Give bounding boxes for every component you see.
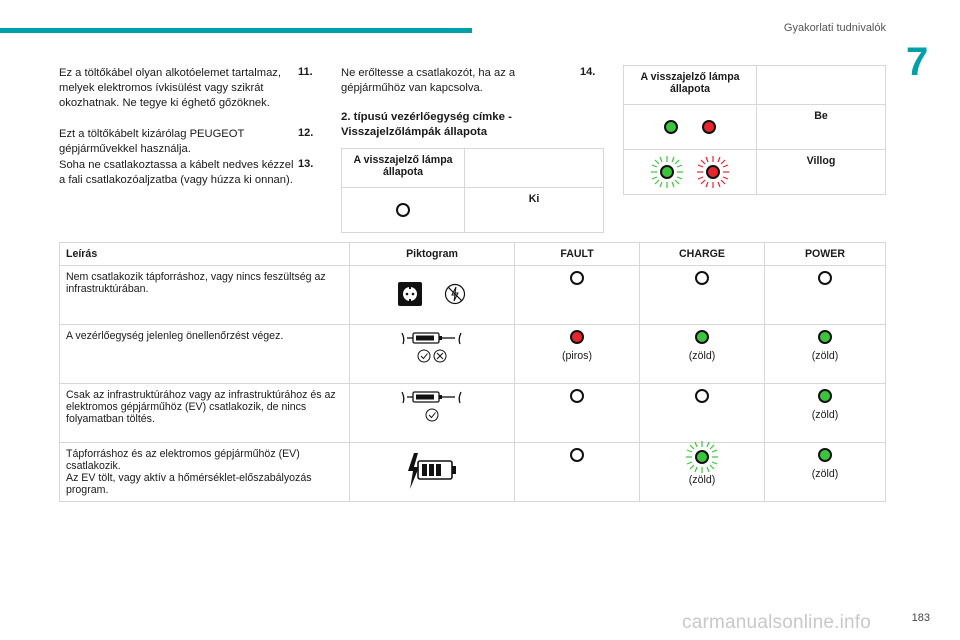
col-pictogram: Piktogram xyxy=(350,243,515,266)
lamp-off-icon xyxy=(396,203,410,217)
self-test-pictogram-icon xyxy=(401,330,463,367)
lamp-state-header: A visszajelző lámpa állapota xyxy=(342,149,465,188)
pictogram-cell xyxy=(350,384,515,443)
charge-caption: (zöld) xyxy=(688,474,716,486)
paragraph-number-14: 14. xyxy=(580,66,596,78)
lamp-state-table-off xyxy=(341,148,604,233)
lamp-state-off-label: Ki xyxy=(465,188,604,233)
red-blinking-lamp-icon xyxy=(696,155,730,189)
col-fault: FAULT xyxy=(515,243,640,266)
lamp-state-header-empty xyxy=(465,149,604,188)
fault-cell xyxy=(515,443,640,502)
charge-lamp-blinking-icon xyxy=(685,440,719,474)
right-lamp-state-header: A visszajelző lámpa állapota xyxy=(624,66,757,105)
pictogram-cell xyxy=(350,266,515,325)
status-table xyxy=(59,242,886,502)
power-lamp-green-icon xyxy=(818,389,832,403)
table-row xyxy=(60,266,886,325)
paragraph-14: Ne erőltesse a csatlakozót, ha az a gépjárműhöz van kapcsolva. xyxy=(341,67,516,95)
row-description: Tápforráshoz és az elektromos gépjárműhöz (EV) csatlakozik. Az EV tölt, vagy aktív a hőmérséklet-előszabályozás program. xyxy=(60,443,350,502)
fault-lamp-off-icon xyxy=(570,448,584,462)
fault-cell xyxy=(515,266,640,325)
paragraph-13: Soha ne csatlakoztassa a kábelt nedves kézzel a fali csatlakozóaljzatba (vagy húzza ki onnan). xyxy=(59,159,294,187)
table-row xyxy=(60,443,886,502)
page-number: 183 xyxy=(911,612,930,624)
charge-cell xyxy=(640,384,765,443)
charge-cell xyxy=(640,266,765,325)
charge-lamp-green-icon xyxy=(695,330,709,344)
power-cell xyxy=(765,443,886,502)
green-lamp-icon xyxy=(664,120,678,134)
fault-cell xyxy=(515,384,640,443)
chapter-number: 7 xyxy=(906,40,929,84)
paragraph-12: Ezt a töltőkábelt kizárólag PEUGEOT gépjárművekkel használja. xyxy=(59,128,245,156)
pictogram-cell xyxy=(350,443,515,502)
charge-lamp-off-icon xyxy=(695,271,709,285)
row-description: A vezérlőegység jelenleg önellenőrzést végez. xyxy=(60,325,350,384)
fault-lamp-off-icon xyxy=(570,271,584,285)
power-caption: (zöld) xyxy=(811,468,839,480)
power-cell xyxy=(765,325,886,384)
charge-cell xyxy=(640,325,765,384)
col-power: POWER xyxy=(765,243,886,266)
green-blinking-lamp-icon xyxy=(650,155,684,189)
section-heading: 2. típusú vezérlőegység címke - Visszajelzőlámpák állapota xyxy=(341,111,512,138)
charge-caption: (zöld) xyxy=(688,350,716,362)
paragraph-number-11: 11. xyxy=(298,66,313,78)
fault-lamp-off-icon xyxy=(570,389,584,403)
charging-battery-icon xyxy=(404,451,460,494)
table-row xyxy=(60,384,886,443)
lamp-state-blink-label: Villog xyxy=(757,150,886,195)
pictogram-cell xyxy=(350,325,515,384)
lamp-state-table-on-blink xyxy=(623,65,886,195)
paragraph-number-12: 12. xyxy=(298,127,314,139)
power-cell xyxy=(765,384,886,443)
lamp-off-cell xyxy=(342,188,465,233)
power-lamp-green-icon xyxy=(818,448,832,462)
paragraph-number-13: 13. xyxy=(298,158,314,170)
top-accent-bar xyxy=(0,28,472,33)
charge-cell xyxy=(640,443,765,502)
fault-cell xyxy=(515,325,640,384)
power-caption: (zöld) xyxy=(811,409,839,421)
fault-caption: (piros) xyxy=(561,350,593,362)
lamp-state-on-label: Be xyxy=(757,105,886,150)
watermark: carmanualsonline.info xyxy=(682,612,872,633)
power-cell xyxy=(765,266,886,325)
section-title: Gyakorlati tudnivalók xyxy=(783,22,886,34)
row-description: Csak az infrastruktúrához vagy az infrastruktúrához és az elektromos gépjárműhöz (EV) csatlakozik, de nincs folyamatban töltés. xyxy=(60,384,350,443)
table-row xyxy=(60,325,886,384)
col-description: Leírás xyxy=(60,243,350,266)
col-charge: CHARGE xyxy=(640,243,765,266)
no-power-icon xyxy=(444,283,466,308)
power-lamp-green-icon xyxy=(818,330,832,344)
wall-socket-icon xyxy=(398,282,422,309)
paragraph-11: Ez a töltőkábel olyan alkotóelemet tartalmaz, melyek elektromos ívkisülést vagy szikrát okozhatnak. Ne tegye ki éghető gőzöknek. xyxy=(59,67,282,110)
red-lamp-icon xyxy=(702,120,716,134)
connected-pictogram-icon xyxy=(401,389,463,426)
power-lamp-off-icon xyxy=(818,271,832,285)
row-description: Nem csatlakozik tápforráshoz, vagy nincs feszültség az infrastruktúrában. xyxy=(60,266,350,325)
lamps-on-cell xyxy=(624,105,757,150)
lamps-blink-cell xyxy=(624,150,757,195)
charge-lamp-off-icon xyxy=(695,389,709,403)
power-caption: (zöld) xyxy=(811,350,839,362)
fault-lamp-red-icon xyxy=(570,330,584,344)
right-lamp-state-header-empty xyxy=(757,66,886,105)
